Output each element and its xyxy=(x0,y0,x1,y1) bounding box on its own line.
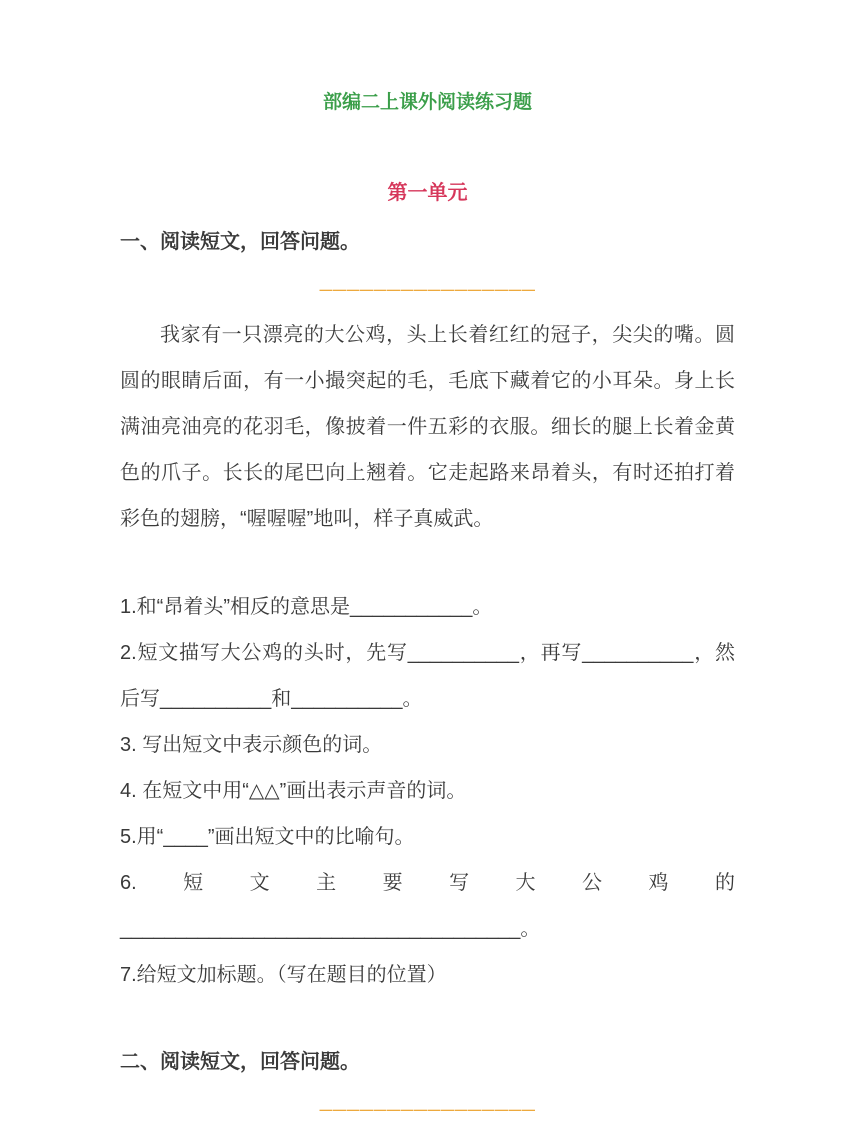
question-item: 3. 写出短文中表示颜色的词。 xyxy=(120,734,383,756)
question-item: 1.和“昂着头”相反的意思是___________。 xyxy=(120,596,493,618)
passage-one-text: 我家有一只漂亮的大公鸡，头上长着红红的冠子，尖尖的嘴。圆圆的眼睛后面，有一小撮突起的毛，毛底下藏着它的小耳朵。身上长满油亮油亮的花羽毛，像披着一件五彩的衣服。细长的腿上长着金黄色的爪子。长长的尾巴向上翘着。它走起路来昂着头，有时还拍打着彩色的翅膀，“喔喔喔”地叫，样子真威武。 xyxy=(120,324,735,530)
section-one-heading: 一、阅读短文，回答问题。 xyxy=(120,231,360,253)
question-item: 2.短文描写大公鸡的头时，先写__________，再写__________，然后写__________和__________。 xyxy=(120,642,735,710)
passage-two-title-blank-dashes: ———————————————— xyxy=(319,1102,536,1117)
question-item: 7.给短文加标题。（写在题目的位置） xyxy=(120,964,447,986)
document-title: 部编二上课外阅读练习题 xyxy=(322,92,532,113)
section-two-heading: 二、阅读短文，回答问题。 xyxy=(120,1051,360,1073)
question-item: 5.用“____”画出短文中的比喻句。 xyxy=(120,826,415,848)
question-item: 6.短文主要写大公鸡的____________________________________。 xyxy=(120,872,735,940)
unit-title: 第一单元 xyxy=(387,182,468,204)
question-item: 4. 在短文中用“△△”画出表示声音的词。 xyxy=(120,780,467,802)
question-list xyxy=(120,584,735,998)
passage-one-title-blank-dashes: ———————————————— xyxy=(319,282,536,297)
